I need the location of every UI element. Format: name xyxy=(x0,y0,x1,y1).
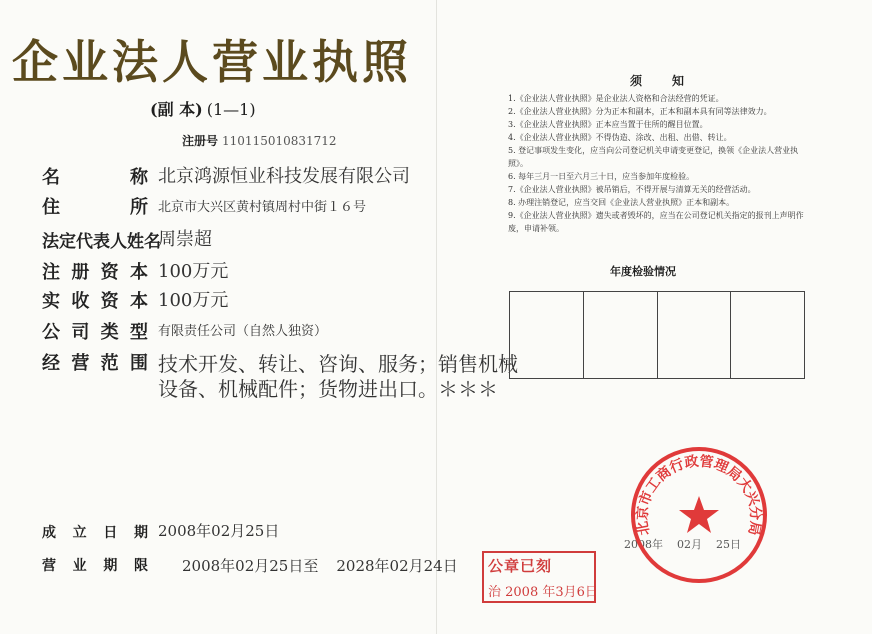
annual-inspection-title: 年度检验情况 xyxy=(610,265,676,278)
field-label-address xyxy=(42,193,148,219)
label-char: 名 xyxy=(144,232,161,252)
label-char: 收 xyxy=(71,291,90,312)
notice-list xyxy=(508,92,808,235)
company-type: 有限责任公司（自然人独资） xyxy=(158,324,328,339)
label-char: 型 xyxy=(129,322,148,343)
label-char: 资 xyxy=(100,291,119,312)
notice-item: 5. 登记事项发生变化，应当向公司登记机关申请变更登记，换领《企业法人营业执照》。 xyxy=(508,146,799,168)
field-label-paid-capital xyxy=(42,287,148,313)
label-char: 期 xyxy=(133,525,148,541)
registration xyxy=(182,132,337,149)
label-char: 称 xyxy=(130,167,148,188)
label-char: 代 xyxy=(76,232,93,252)
notice-item: 9.《企业法人营业执照》遗失或者毁坏的，应当在公司登记机关指定的报刊上声明作废，申请补领。 xyxy=(508,211,804,233)
label-char: 司 xyxy=(71,322,90,343)
established-label xyxy=(42,522,148,542)
label-char: 本 xyxy=(129,291,148,312)
label-char: 表 xyxy=(93,232,110,252)
inspection-cell xyxy=(584,292,658,378)
established-date: 2008年02月25日 xyxy=(158,522,280,540)
label-char: 住 xyxy=(42,197,60,218)
label-char: 实 xyxy=(42,291,60,312)
inspection-cell xyxy=(658,292,732,378)
label-char: 所 xyxy=(130,197,148,218)
registration-label: 注册号 xyxy=(182,134,219,148)
company-address: 北京市大兴区黄村镇周村中街１６号 xyxy=(158,200,367,215)
seal-star-icon xyxy=(679,496,719,533)
page-fold xyxy=(436,0,437,634)
field-label-company-type xyxy=(42,318,148,344)
period-to: 2028年02月24日 xyxy=(336,557,458,575)
label-char: 姓 xyxy=(127,232,144,252)
business-scope: 技术开发、转让、咨询、服务；销售机械设备、机械配件；货物进出口。＊＊＊ xyxy=(158,352,518,401)
paid-in-capital: 100万元 xyxy=(158,290,229,311)
issue-day: 25日 xyxy=(716,538,741,551)
inspection-cell xyxy=(510,292,584,378)
issue-year: 2008年 xyxy=(624,538,663,551)
company-name: 北京鸿源恒业科技发展有限公司 xyxy=(158,166,410,187)
registration-number: 110115010831712 xyxy=(222,134,337,148)
field-label-business-scope xyxy=(42,349,148,375)
label-char: 法 xyxy=(42,232,59,252)
label-char: 成 xyxy=(42,525,56,541)
copy-label: (副 本) xyxy=(150,100,203,119)
period-from: 2008年02月25日至 xyxy=(182,557,319,575)
notice-item: 2.《企业法人营业执照》分为正本和副本，正本和副本具有同等法律效力。 xyxy=(508,107,772,116)
label-char: 期 xyxy=(103,558,118,574)
label-char: 资 xyxy=(100,262,119,283)
label-char: 营 xyxy=(71,353,90,374)
field-label-name xyxy=(42,163,148,189)
label-char: 经 xyxy=(42,353,60,374)
label-char: 类 xyxy=(100,322,119,343)
notice-item: 1.《企业法人营业执照》是企业法人资格和合法经营的凭证。 xyxy=(508,94,724,103)
label-char: 立 xyxy=(72,525,87,541)
label-char: 册 xyxy=(71,262,90,283)
copy-number: (1—1) xyxy=(206,100,256,119)
period-label xyxy=(42,555,148,575)
notice-item: 4.《企业法人营业执照》不得伪造、涂改、出租、出借、转让。 xyxy=(508,133,732,142)
stamp-line-1: 公章已刻 xyxy=(488,557,553,575)
stamp-line-2: 治 2008 年3月6日 xyxy=(488,585,598,600)
notice-title: 须知 xyxy=(630,74,715,88)
registered-capital: 100万元 xyxy=(158,261,229,282)
field-label-representative xyxy=(42,227,161,252)
notice-item: 8. 办理注销登记，应当交回《企业法人营业执照》正本和副本。 xyxy=(508,198,735,207)
business-period xyxy=(182,555,458,576)
copy-indicator xyxy=(150,97,256,120)
inspection-cell xyxy=(731,292,804,378)
annual-inspection-grid xyxy=(509,291,805,379)
label-char: 人 xyxy=(110,232,127,252)
label-char: 范 xyxy=(100,353,119,374)
label-char: 名 xyxy=(42,167,60,188)
notice-item: 7.《企业法人营业执照》被吊销后，不得开展与清算无关的经营活动。 xyxy=(508,185,756,194)
license-title: 企业法人营业执照 xyxy=(12,35,412,89)
label-char: 定 xyxy=(59,232,76,252)
seal-text: 北京市工商行政管理局大兴分局 xyxy=(634,453,764,537)
notice-item: 6. 每年三月一日至六月三十日，应当参加年度检验。 xyxy=(508,172,695,181)
field-label-registered-capital xyxy=(42,258,148,284)
label-char: 公 xyxy=(42,322,60,343)
label-char: 业 xyxy=(72,558,87,574)
label-char: 营 xyxy=(42,558,56,574)
label-char: 注 xyxy=(42,262,60,283)
issue-month: 02月 xyxy=(677,538,702,551)
notice-item: 3.《企业法人营业执照》正本应当置于住所的醒目位置。 xyxy=(508,120,708,129)
legal-representative: 周崇超 xyxy=(158,229,212,250)
label-char: 围 xyxy=(129,353,148,374)
official-seal xyxy=(628,444,770,586)
label-char: 本 xyxy=(129,262,148,283)
label-char: 限 xyxy=(133,558,148,574)
label-char: 日 xyxy=(103,525,118,541)
engraved-stamp xyxy=(482,551,596,603)
